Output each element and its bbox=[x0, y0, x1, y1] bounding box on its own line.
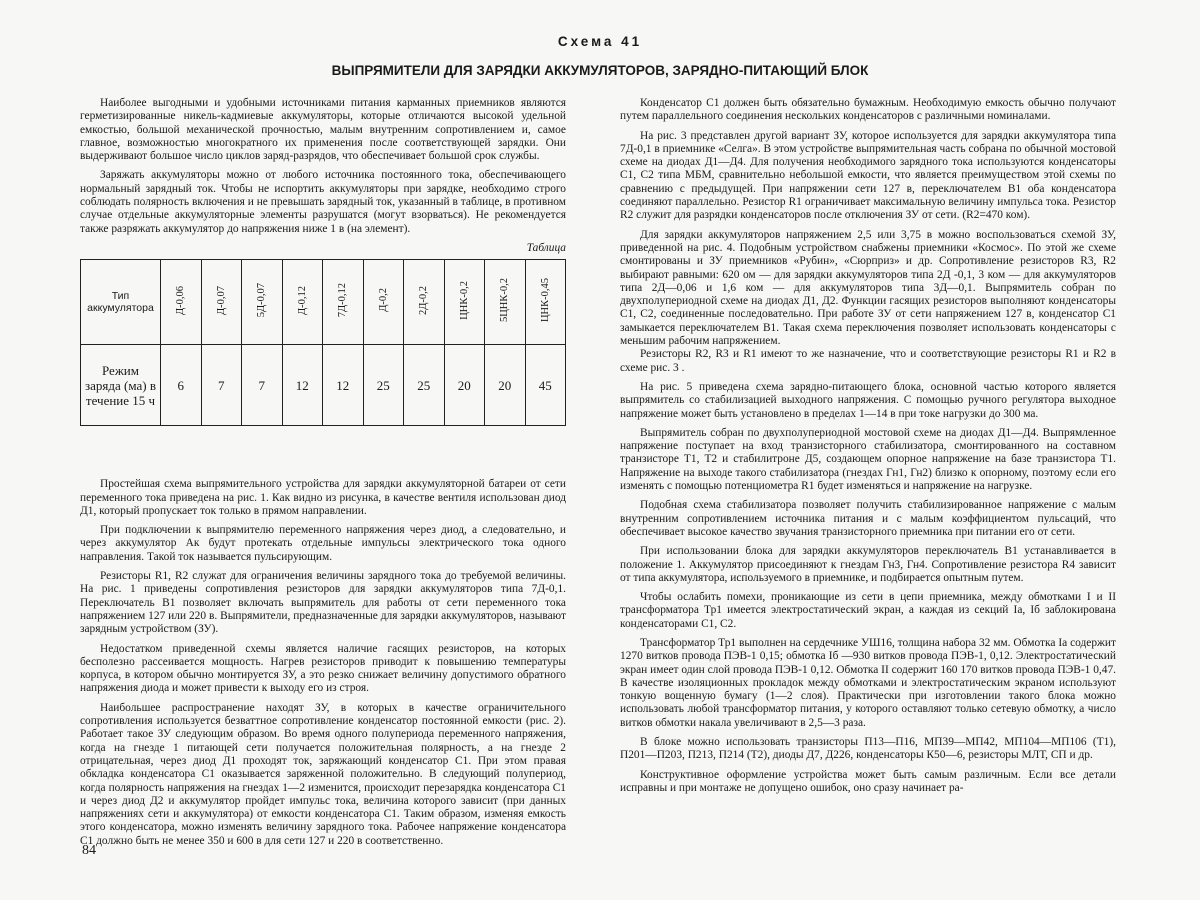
type-cell: Д-0,12 bbox=[282, 260, 323, 345]
type-cell: 5Д-0,07 bbox=[242, 260, 283, 345]
body-paragraph: Резисторы R1, R2 служат для ограничения величины зарядного тока до требуемой величины. На рис. 1 приведены сопротивления резисторов для зарядки аккумуляторов типа 7Д-0,1. Переключатель В1 позволяет включать выпрямитель для работы от сети переменного тока напряжением 127 или 220 в. Выпрямители, предназначенные для зарядки аккумуляторов, называют зарядным устройством (ЗУ). bbox=[80, 570, 566, 636]
value-cell: 25 bbox=[363, 345, 404, 426]
type-cell: Д-0,07 bbox=[201, 260, 242, 345]
table-row-types bbox=[81, 260, 566, 345]
body-paragraph: Наибольшее распространение находят ЗУ, в которых в качестве ограничительного сопротивления используется безваттное сопротивление конденсатор постоянной емкости (рис. 2). Работает такое ЗУ следующим образом. Во время одного полупериода переменного напряжения, когда на гнезде 1 питающей сети получается положительная полярность, а на гнезде 2 отрицательная, через диод Д1 проходят ток, заряжающий конденсатор С1. При этом правая обкладка конденсатора С1 оказывается заряженной положительно. В следующий полупериод, когда полярность напряжения на гнездах 1—2 изменится, происходит перезарядка конденсатора С1 и через диод Д2 и аккумулятор пройдет импульс тока, величина которого зависит (при данных напряжениях сети и аккумулятора) от емкости конденсатора С1. Таким образом, изменяя емкость этого конденсатора, можно изменять величину зарядного тока. Рабочее напряжение конденсатора С1 должно быть не менее 350 и 600 в для сети 127 и 220 в соответственно. bbox=[80, 701, 566, 847]
right-column bbox=[620, 97, 1116, 795]
body-paragraph: Трансформатор Тр1 выполнен на сердечнике УШ16, толщина набора 32 мм. Обмотка Iа содержит 1270 витков провода ПЭВ-1 0,15; обмотка Iб —930 витков провода ПЭВ-1, 0,12. Электростатический экран имеет один слой провода ПЭВ-1 0,12. Обмотка II содержит 160 170 витков провода ПЭВ-1 0,47. В качестве изоляционных прокладок между обмотками и электростатическим экраном используют тонкую вощенную бумагу (1—2 слоя). Практически при изготовлении такого блока можно использовать любой трансформатор питания, у которого оставляют только сетевую обмотку, а число витков обмотки накала увеличивают в 2,5—3 раза. bbox=[620, 636, 1116, 729]
body-paragraph: Резисторы R2, R3 и R1 имеют то же назначение, что и соответствующие резисторы R1 и R2 в схеме рис. 3 . bbox=[620, 348, 1116, 374]
left-column bbox=[80, 97, 566, 848]
body-paragraph: На рис. 5 приведена схема зарядно-питающего блока, основной частью которого является выпрямитель со стабилизацией выходного напряжения. С помощью ручного регулятора выходное напряжение может быть установлено в пределах 1—14 в при токе нагрузки до 300 ма. bbox=[620, 380, 1116, 420]
row-header-mode: Режим заряда (ма) в течение 15 ч bbox=[81, 345, 161, 426]
body-paragraph: Конструктивное оформление устройства может быть самым различным. Если все детали исправны и при монтаже не допущено ошибок, оно сразу начинает ра- bbox=[620, 768, 1116, 794]
page-title: ВЫПРЯМИТЕЛИ ДЛЯ ЗАРЯДКИ АККУМУЛЯТОРОВ, ЗАРЯДНО-ПИТАЮЩИЙ БЛОК bbox=[331, 63, 869, 78]
row-header-type: Тип аккумулятора bbox=[81, 260, 161, 345]
value-cell: 25 bbox=[404, 345, 445, 426]
type-cell: 2Д-0,2 bbox=[404, 260, 445, 345]
value-cell: 12 bbox=[282, 345, 323, 426]
body-paragraph: Выпрямитель собран по двухполупериодной мостовой схеме на диодах Д1—Д4. Выпрямленное напряжение поступает на вход транзисторного стабилизатора, смонтированного на составном транзисторе Т1, Т2 и стабилитроне Д5, создающем опорное напряжение на базе транзистора Т1. Напряжение на выходе такого стабилизатора (гнездах Гн1, Гн2) близко к опорному, поэтому если его изменять с помощью потенциометра R1 будет изменяться и напряжение на нагрузке. bbox=[620, 426, 1116, 493]
body-paragraph: Подобная схема стабилизатора позволяет получить стабилизированное напряжение с малым внутренним сопротивлением источника питания и с малым коэффициентом пульсаций, что обеспечивает высокое качество звучания транзисторного приемника при питании его от сети. bbox=[620, 499, 1116, 538]
body-paragraph: При использовании блока для зарядки аккумуляторов переключатель В1 устанавливается в положение 1. Аккумулятор присоединяют к гнездам Гн3, Гн4. Сопротивление резистора R4 зависит от типа аккумулятора, используемого в приемнике, и подбирается опытным путем. bbox=[620, 545, 1116, 584]
body-paragraph: В блоке можно использовать транзисторы П13—П16, МП39—МП42, МП104—МП106 (Т1), П201—П203, П213, П214 (Т2), диоды Д7, Д226, конденсаторы К50—6, резисторы МЛТ, СП и др. bbox=[620, 736, 1116, 762]
type-cell: Д-0,06 bbox=[161, 260, 202, 345]
value-cell: 7 bbox=[201, 345, 242, 426]
body-paragraph: На рис. 3 представлен другой вариант ЗУ, которое используется для зарядки аккумулятора типа 7Д-0,1 в приемнике «Селга». В этом устройстве выпрямительная часть собрана по обычной мостовой схеме на диодах Д1—Д4. Для получения необходимого зарядного тока используются конденсаторы С1, С2 типа МБМ, сравнительно небольшой емкости, что является преимуществом этой схемы по сравнению с предыдущей. При напряжении сети 127 в, переключателем В1 оба конденсатора соединяют параллельно. Резистор R1 ограничивает максимальную величину импульса тока. Резистор R2 служит для разрядки конденсаторов после отключения ЗУ от сети. (R2=470 ком). bbox=[620, 129, 1116, 222]
scheme-number: Схема 41 bbox=[557, 34, 643, 49]
body-paragraph: Недостатком приведенной схемы является наличие гасящих резисторов, на которых бесполезно рассеивается мощность. Нагрев резисторов приводит к повышению температуры корпуса, в котором обычно монтируется ЗУ, а это резко снижает величину допустимого обратного напряжения диода и может привести к выходу его из строя. bbox=[80, 642, 566, 695]
page-number: 84 bbox=[82, 843, 96, 858]
table-row-values bbox=[81, 345, 566, 426]
table-caption: Таблица bbox=[526, 241, 566, 254]
type-cell: Д-0,2 bbox=[363, 260, 404, 345]
body-paragraph: Для зарядки аккумуляторов напряжением 2,5 или 3,75 в можно воспользоваться схемой ЗУ, приведенной на рис. 4. Подобным устройством снабжены приемники «Космос». По этой же схеме смонтированы и ЗУ приемников «Рубин», «Сюрприз» и др. Сопротивление резисторов R3, R2 выбирают равными: 620 ом — для зарядки аккумуляторов типа 2Д -0,1, 3 ком — для аккумуляторов типа 2Д—0,06 и 1,6 ком — для аккумуляторов типа 3Д—0,1. Выпрямитель собран по двухполупериодной схеме на диодах Д1, Д2. Функции гасящих резисторов выполняют конденсаторы С1, С2, соединенные последовательно. При работе ЗУ от сети напряжением 127 в, конденсатор С1 замыкается переключателем В1. Такая схема переключения позволяет использовать конденсаторы с меньшим рабочим напряжением. bbox=[620, 228, 1116, 348]
value-cell: 20 bbox=[444, 345, 485, 426]
battery-table bbox=[80, 259, 566, 426]
value-cell: 20 bbox=[485, 345, 526, 426]
body-paragraph: Конденсатор С1 должен быть обязательно бумажным. Необходимую емкость обычно получают путем параллельного соединения нескольких конденсаторов с различными номиналами. bbox=[620, 97, 1116, 123]
type-cell: 5ЦНК-0,2 bbox=[485, 260, 526, 345]
value-cell: 7 bbox=[242, 345, 283, 426]
value-cell: 45 bbox=[525, 345, 566, 426]
intro-paragraph: Наиболее выгодными и удобными источниками питания карманных приемников являются герметизированные никель-кадмиевые аккумуляторы, которые отличаются высокой удельной емкостью, большой механической прочностью, малым внутренним сопротивлением и, самое главное, возможностью многократного их применения после соответствующей зарядки. Они выдерживают большое число циклов заряд-разрядов, что обеспечивает большой срок службы. bbox=[80, 97, 566, 163]
intro-paragraph: Заряжать аккумуляторы можно от любого источника постоянного тока, обеспечивающего нормальный зарядный ток. Чтобы не испортить аккумуляторы при зарядке, необходимо строго соблюдать полярность включения и не превышать зарядный ток, указанный в таблице, в противном случае отдельные аккумуляторные элементы разрушатся (могут взорваться). Не рекомендуется также разряжать аккумулятор до напряжения ниже 1 в (на элемент). bbox=[80, 169, 566, 235]
value-cell: 6 bbox=[161, 345, 202, 426]
body-paragraph: Простейшая схема выпрямительного устройства для зарядки аккумуляторной батареи от сети переменного тока приведена на рис. 1. Как видно из рисунка, в качестве вентиля использован диод Д1, который пропускает ток только в прямом направлении. bbox=[80, 478, 566, 517]
value-cell: 12 bbox=[323, 345, 364, 426]
type-cell: 7Д-0,12 bbox=[323, 260, 364, 345]
body-paragraph: При подключении к выпрямителю переменного напряжения через диод, а следовательно, и через аккумулятор Ак будут протекать отдельные импульсы электрического тока одного направления. Такой ток называется пульсирующим. bbox=[80, 524, 566, 563]
body-paragraph: Чтобы ослабить помехи, проникающие из сети в цепи приемника, между обмотками I и II трансформатора Тр1 имеется электростатический экран, а каждая из секций Iа, Iб заблокирована конденсаторами С1, С2. bbox=[620, 591, 1116, 630]
type-cell: ЦНК-0,2 bbox=[444, 260, 485, 345]
type-cell: ЦНК-0,45 bbox=[525, 260, 566, 345]
